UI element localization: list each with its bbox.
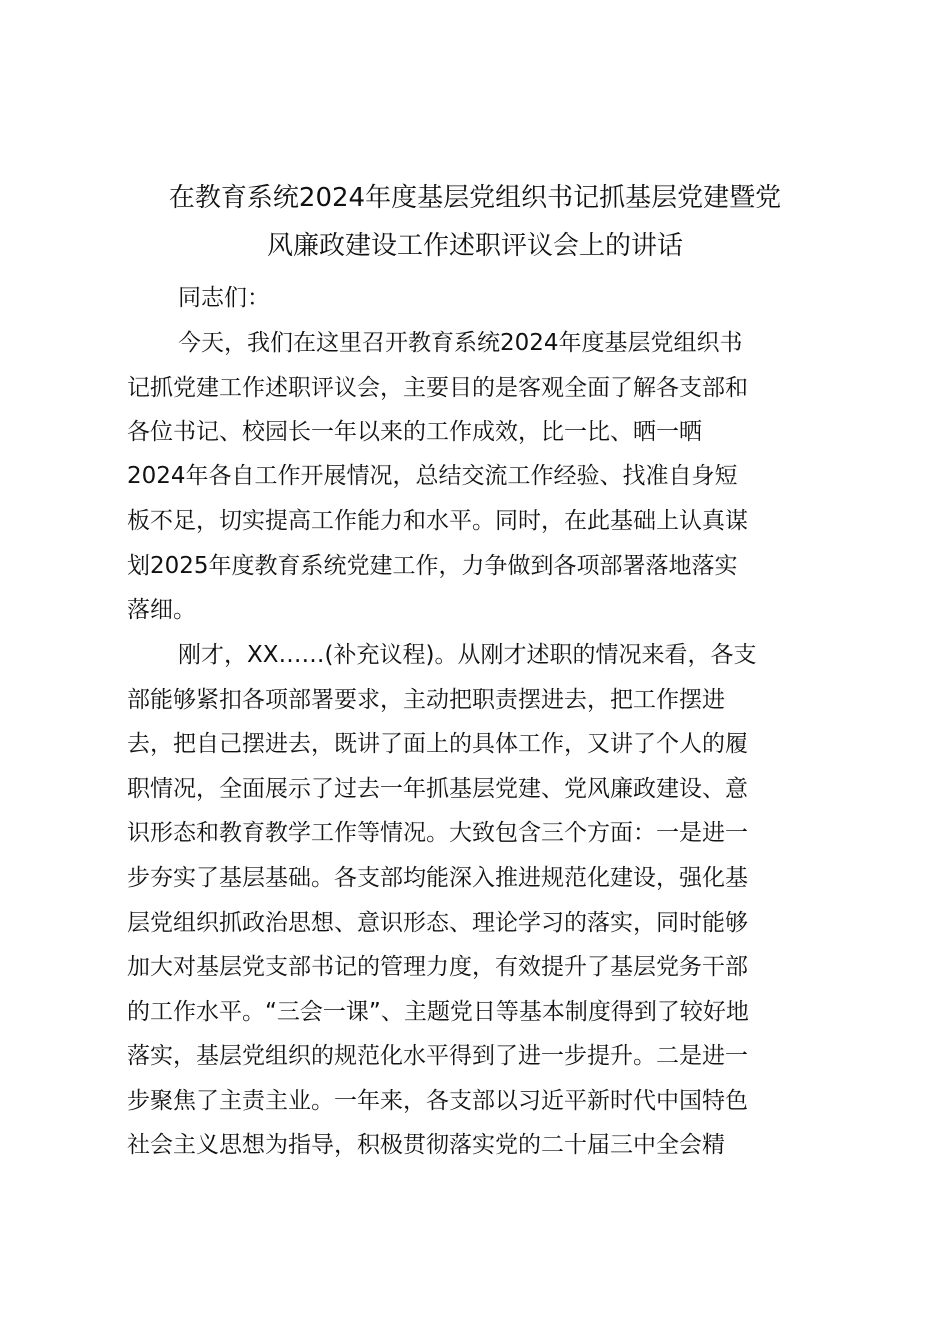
paragraph-line: 社会主义思想为指导，积极贯彻落实党的二十届三中全会精 (127, 1132, 725, 1158)
document-title-line-2: 风廉政建设工作述职评议会上的讲话 (266, 231, 683, 261)
salutation: 同志们： (178, 285, 270, 311)
paragraph-line: 步聚焦了主责主业。一年来，各支部以习近平新时代中国特色 (127, 1088, 748, 1114)
paragraph-line: 职情况，全面展示了过去一年抓基层党建、党风廉政建设、意 (127, 776, 748, 802)
paragraph-line: 层党组织抓政治思想、意识形态、理论学习的落实，同时能够 (127, 910, 748, 936)
paragraph-line: 划2025年度教育系统党建工作，力争做到各项部署落地落实 (127, 553, 738, 579)
paragraph-line: 落细。 (127, 597, 196, 623)
paragraph-line: 2024年各自工作开展情况，总结交流工作经验、找准自身短 (127, 463, 738, 489)
paragraph-line: 板不足，切实提高工作能力和水平。同时，在此基础上认真谋 (127, 508, 748, 534)
paragraph-line: 步夯实了基层基础。各支部均能深入推进规范化建设，强化基 (127, 865, 748, 891)
paragraph-line: 去，把自己摆进去，既讲了面上的具体工作，又讲了个人的履 (127, 731, 748, 757)
paragraph-line: 落实，基层党组织的规范化水平得到了进一步提升。二是进一 (127, 1043, 748, 1069)
paragraph-line: 刚才，XX……(补充议程)。从刚才述职的情况来看，各支 (178, 642, 757, 668)
paragraph-line: 的工作水平。“三会一课”、主题党日等基本制度得到了较好地 (127, 999, 749, 1025)
paragraph-line: 加大对基层党支部书记的管理力度，有效提升了基层党务干部 (127, 954, 748, 980)
document-title-line-1: 在教育系统2024年度基层党组织书记抓基层党建暨党 (168, 183, 782, 213)
paragraph-line: 记抓党建工作述职评议会，主要目的是客观全面了解各支部和 (127, 375, 748, 401)
paragraph-line: 识形态和教育教学工作等情况。大致包含三个方面：一是进一 (127, 820, 748, 846)
paragraph-line: 各位书记、校园长一年以来的工作成效，比一比、晒一晒 (127, 419, 702, 445)
paragraph-line: 部能够紧扣各项部署要求，主动把职责摆进去，把工作摆进 (127, 687, 725, 713)
paragraph-line: 今天，我们在这里召开教育系统2024年度基层党组织书 (178, 330, 743, 356)
